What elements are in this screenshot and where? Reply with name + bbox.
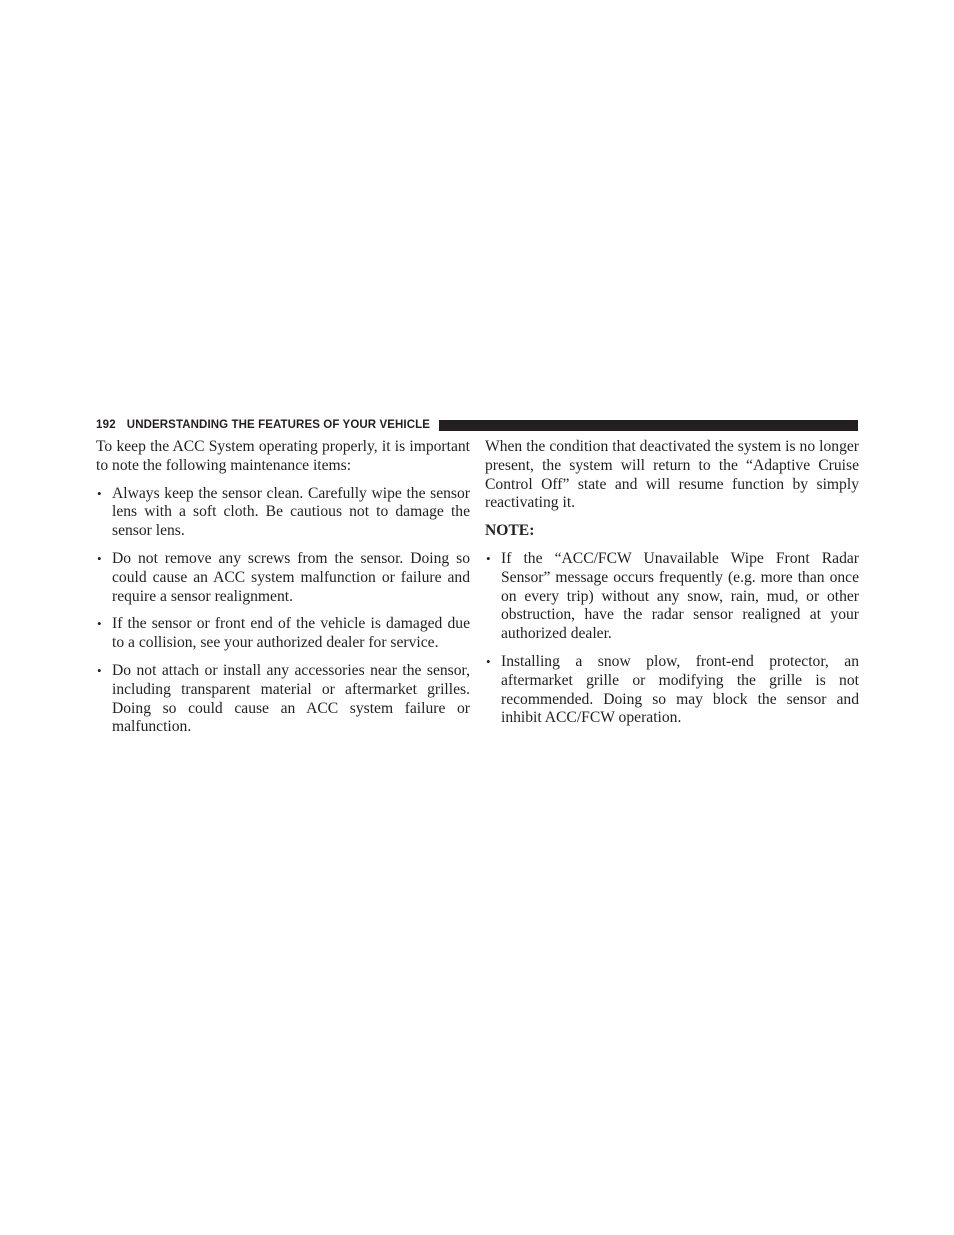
list-item (96, 550, 470, 606)
list-item-text: Installing a snow plow, front-end protector, an aftermarket grille or modifying the grille is not recommended. Doing so may block the sensor and inhibit ACC/FCW operation. (501, 652, 859, 727)
list-item (96, 615, 470, 653)
note-list (485, 550, 859, 728)
list-item (96, 662, 470, 737)
bullet-icon: • (97, 662, 102, 678)
bullet-icon: • (486, 550, 491, 566)
list-item-text: If the “ACC/FCW Unavailable Wipe Front Radar Sensor” message occurs frequently (e.g. more than once on every trip) without any snow, rain, mud, or other obstruction, have the radar sensor realigned at your authorized dealer. (501, 549, 859, 643)
list-item (485, 653, 859, 728)
list-item-text: Do not attach or install any accessories near the sensor, including transparent material or aftermarket grilles. Doing so could cause an ACC system failure or malfunction. (112, 661, 470, 736)
right-column (485, 438, 859, 737)
list-item (485, 550, 859, 644)
bullet-icon: • (97, 550, 102, 566)
bullet-icon: • (486, 653, 491, 669)
note-label: NOTE: (485, 522, 535, 540)
section-title: UNDERSTANDING THE FEATURES OF YOUR VEHICLE (126, 419, 431, 431)
list-item-text: Do not remove any screws from the sensor. Doing so could cause an ACC system malfunction or failure and require a sensor realignment. (112, 549, 470, 605)
page-number: 192 (96, 419, 116, 431)
resume-paragraph: When the condition that deactivated the system is no longer present, the system will return to the “Adaptive Cruise Control Off” state and will resume function by simply reactivating it. (485, 438, 859, 512)
bullet-icon: • (97, 485, 102, 501)
maintenance-list (96, 485, 470, 738)
maintenance-intro: To keep the ACC System operating properly, it is important to note the following maintenance items: (96, 438, 470, 474)
page-header (96, 417, 858, 433)
bullet-icon: • (97, 616, 102, 632)
list-item-text: If the sensor or front end of the vehicle is damaged due to a collision, see your authorized dealer for service. (112, 615, 470, 652)
list-item (96, 485, 470, 541)
header-rule-bar (439, 420, 858, 431)
list-item-text: Always keep the sensor clean. Carefully wipe the sensor lens with a soft cloth. Be cautious not to damage the sensor lens. (112, 484, 470, 540)
left-column (96, 438, 470, 746)
